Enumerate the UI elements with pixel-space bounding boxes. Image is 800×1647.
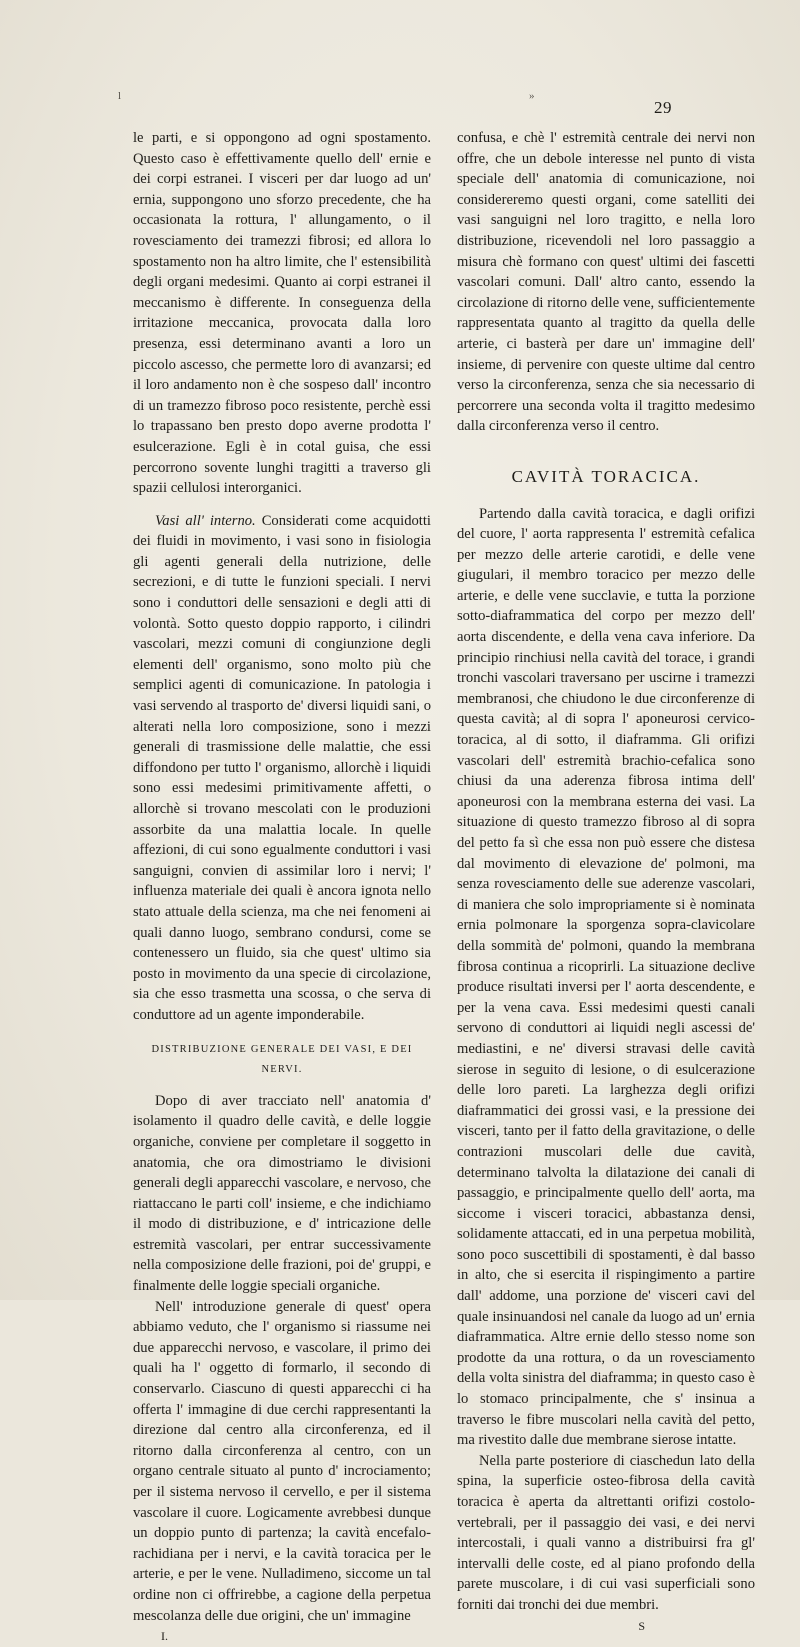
corner-mark-left: l — [118, 90, 122, 102]
section-title: CAVITÀ TORACICA. — [511, 466, 701, 486]
left-paragraph-2-lead: Vasi all' interno. — [155, 512, 256, 529]
left-column — [133, 128, 431, 1647]
right-paragraph-1: confusa, e chè l' estremità centrale dei nervi non offre, che un debole interesse nel punto di vista speciale dell' anatomia di comunicazione, noi considereremo questi organi, come satelliti dei vasi sanguigni nel loro tragitto, e nella loro distribuzione, ricevendoli nel loro passaggio a misura chè formano con quest' ultimi dei fascetti vascolari comuni. Dall' altro canto, essendo la circolazione di ritorno delle vene, sufficientemente rappresentata quanto al tragitto da quella delle arterie, ci basterà per dare un' immagine dell' insieme, di pervenire con queste ultime dal centro verso la circonferenza, senza che sia necessario di percorrere una seconda volta il tragitto medesimo dalla circonferenza verso il centro. — [457, 130, 755, 435]
right-paragraph-3: Nella parte posteriore di ciaschedun lato della spina, la superficie osteo-fibrosa della cavità toracica è aperta da altrettanti orifizi costolo-vertebrali, per il passaggio dei vasi, e dei nervi intercostali, i quali vanno a distribuirsi fra gl' intervalli delle coste, ed al piano profondo della parete muscolare, i di cui vasi superficiali sono forniti dai tronchi dei due membri. — [457, 1452, 755, 1613]
left-paragraph-2 — [133, 511, 431, 1026]
corner-mark-right: » — [529, 90, 535, 102]
section-subheading: DISTRIBUZIONE GENERALE DEI VASI, E DEI NERVI. — [151, 1043, 413, 1076]
left-paragraph-1: le parti, e si oppongono ad ogni spostamento. Questo caso è effettivamente quello dell' ernie e dei corpi estranei. I visceri per dar luogo ad un' ernia, suppongono uno sforzo precedente, che ha occasionata la rottura, l' allungamento, o il rovesciamento dei tramezzi fibrosi; ed allora lo spostamento non ha altro limite, che l' estensibilità degli organi medesimi. Quanto ai corpi estranei il meccanismo è differente. In conseguenza della irritazione meccanica, provocata dalla loro presenza, essi determinano avanti a loro un piccolo ascesso, che permette loro di avanzarsi; ed il loro andamento non è che sospeso dall' incontro di un tramezzo fibroso poco resistente, perchè essi lo trapassano ben presto dopo averne prodotta l' esulcerazione. Egli è in cotal guisa, che essi percorrono sovente lunghi tragitti a traverso gli spazii cellulosi interorganici. — [133, 130, 431, 497]
left-paragraph-3: Dopo di aver tracciato nell' anatomia d' isolamento il quadro delle cavità, e delle loggie organiche, conviene per completare il soggetto in anatomia, che ora dimostriamo le divisioni generali degli apparecchi vascolare, e nervoso, che riattaccano le parti coll' insieme, e che indichiamo il modo di distribuzione, e d' intricazione delle estremità vascolari, per entrar successivamente nella composizione delle frazioni, poi de' gruppi, e finalmente delle loggie speciali organiche. — [133, 1092, 431, 1295]
signature-mark-left: I. — [161, 1629, 168, 1644]
page-number: 29 — [654, 98, 672, 117]
left-paragraph-4: Nell' introduzione generale di quest' opera abbiamo veduto, che l' organismo si riassume nei due apparecchi nervoso, e vascolare, il primo dei quali ha l' oggetto di formarlo, il secondo di conservarlo. Ciascuno di questi apparecchi ci ha offerta l' immagine di due cerchi rappresentanti la direzione dal centro alla circonferenza, ed il ritorno dalla circonferenza al centro, con un organo centrale situato al punto d' incrociamento; per il sistema nervoso il cervello, e per il sistema vascolare il cuore. Logicamente avrebbesi dunque un doppio punto di partenza; la cavità encefalo-rachidiana per i nervi, e la cavità toracica per le arterie, e per le vene. Nulladimeno, siccome un tal ordine non ci offrirebbe, a cagione della perpetua mescolanza delle due origini, che un' immagine — [133, 1298, 431, 1624]
right-paragraph-2: Partendo dalla cavità toracica, e dagli orifizi del cuore, l' aorta rappresenta l' estremità cefalica per mezzo delle arterie carotidi, e delle vene giugulari, il membro toracico per mezzo delle arterie, e delle vene succlavie, e tutta la porzione sotto-diaframmatica del corpo per mezzo dell' aorta discendente, e della vena cava inferiore. Da principio rinchiusi nella cavità del torace, i grandi tronchi vascolari traversano per uscirne i tramezzi membranosi, che chiudono le due circonferenze di questa cavità; al di sopra l' aponeurosi cervico-toracica, al di sotto, il diaframma. Gli orifizi vascolari dell' estremità brachio-cefalica sono chiusi da una aderenza fibrosa intima dell' aponeurosi con la membrana esterna dei vasi. La situazione di questo tramezzo fibroso al di sopra del petto fa sì che essa non può essere che distesa dal movimento di elevazione de' polmoni, ma senza rovesciamento delle sue aderenze vascolari, di maniera che solo impropriamente si è nominata ernia polmonare la sporgenza sopra-clavicolare della sommità de' polmoni, quando la membrana fibrosa continua a ricoprirli. La situazione declive produce risultati inversi per l' aorta descendente, e per la vena cava. Essi medesimi questi canali servono di conduttori ai liquidi negli ascessi de' mediastini, e ne' diversi stravasi delle cavità sierose in seguito di lesione, o di esulcerazione delle loro pareti. La larghezza degli orifizi diaframmatici dei grossi vasi, e la pressione dei visceri, tanto per il fatto della gravitazione, o delle contrazioni muscolari delle due cavità, determinano talvolta la dilatazione dei canali di passaggio, e principalmente quello dell' aorta, ma siccome i visceri toracici, abbastanza densi, solidamente attaccati, ed in una perpetua mobilità, sono poco suscettibili di spostamenti, è dal basso in alto, che si esercita il rispingimento a partire dall' addome, una porzione de' visceri cavi del quale insinuandosi nel canale da luogo ad un' ernia diaframmatica. Altre ernie dello stesso nome son prodotte da una rottura, o da un rovesciamento della volta sinistra del diaframma; in questo caso è lo stomaco principalmente, che s' insinua a traverso le fibre muscolari nella cavità del petto, ma rivestito dalle due membrane sierose intatte. — [457, 505, 755, 1449]
left-paragraph-2-body: Considerati come acquidotti dei fluidi in movimento, i vasi sono in fisiologia gli agenti generali della nutrizione, delle secrezioni, e di tutte le funzioni speciali. I nervi sono i conduttori delle sensazioni e degli atti di volontà. Sotto questo doppio rapporto, i cilindri vascolari, mezzi comuni di congiunzione degli elementi dell' organismo, sono molto più che semplici agenti di comunicazione. In patologia i vasi servendo al trasporto de' diversi liquidi sani, o alterati nella loro composizione, sono i mezzi generali di trasmissione delle malattie, che essi diffondono per tutto l' organismo, allorchè i liquidi sono essi medesimi primitivamente affetti, o allorchè si trovano mescolati con le produzioni assorbite da una malattia locale. In quelle affezioni, di cui sono egualmente conduttori i vasi sanguigni, convien di assimilar loro i nervi; l' influenza materiale dei quali è ancora ignota nello stato attuale della scienza, ma che nei fenomeni ai quali danno luogo, sembrano condursi, come se contenessero un fluido, sia che quest' ultimo sia posto in movimento da una specie di circolazione, sia che esso trasmetta una scossa, o che serva di conduttore ad un agente imponderabile. — [133, 512, 431, 1023]
right-column — [457, 128, 755, 1636]
signature-mark-right: S — [638, 1618, 645, 1633]
